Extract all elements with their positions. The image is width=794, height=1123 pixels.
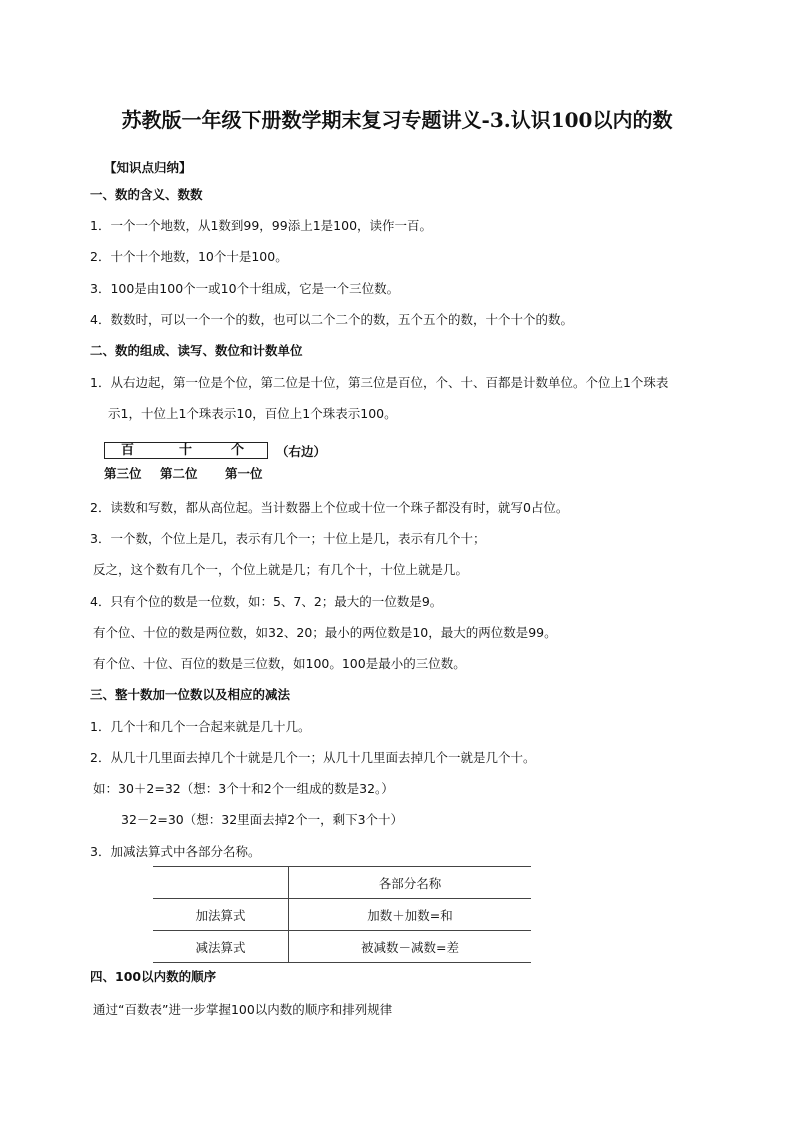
table-header-cell: 各部分名称 <box>289 867 532 899</box>
s3-example-1: 如：30＋2=32（想：3个十和2个一组成的数是32。） <box>93 781 394 796</box>
s1-point-3: 3．100是由100个一或10个十组成，它是一个三位数。 <box>90 281 400 296</box>
s2-point-1-line-2: 示1，十位上1个珠表示10，百位上1个珠表示100。 <box>108 406 397 421</box>
table-cell: 减法算式 <box>153 931 289 963</box>
table-header-row <box>153 867 531 899</box>
section-3-heading: 三、整十数加一位数以及相应的减法 <box>90 687 291 702</box>
parts-name-table <box>153 866 531 963</box>
s3-point-3: 3．加减法算式中各部分名称。 <box>90 844 261 859</box>
s2-point-4-line-2: 有个位、十位的数是两位数，如32、20；最小的两位数是10，最大的两位数是99。 <box>93 625 557 640</box>
label-second-place: 第二位 <box>160 466 198 481</box>
right-side-note: （右边） <box>276 444 327 459</box>
s1-point-2: 2．十个十个地数，10个十是100。 <box>90 249 288 264</box>
section-header: 【知识点归纳】 <box>104 160 192 175</box>
section-1-heading: 一、数的含义、数数 <box>90 187 203 202</box>
place-tens: 十 <box>179 443 193 458</box>
s1-point-4: 4．数数时，可以一个一个的数，也可以二个二个的数，五个五个的数，十个十个的数。 <box>90 312 573 327</box>
label-first-place: 第一位 <box>225 466 263 481</box>
table-cell: 被减数－减数=差 <box>289 931 532 963</box>
s2-point-4-line-1: 4．只有个位的数是一位数，如：5、7、2；最大的一位数是9。 <box>90 594 443 609</box>
table-row <box>153 931 531 963</box>
s2-point-3-line-1: 3．一个数，个位上是几，表示有几个一；十位上是几，表示有几个十； <box>90 531 486 546</box>
s2-point-4-line-3: 有个位、十位、百位的数是三位数，如100。100是最小的三位数。 <box>93 656 466 671</box>
place-ones: 个 <box>231 443 245 458</box>
s3-example-2: 32－2=30（想：32里面去掉2个一，剩下3个十） <box>121 812 404 827</box>
table-header-cell <box>153 867 289 899</box>
s3-point-1: 1．几个十和几个一合起来就是几十几。 <box>90 719 311 734</box>
place-hundreds: 百 <box>121 443 135 458</box>
s2-point-1-line-1: 1．从右边起，第一位是个位，第二位是十位，第三位是百位，个、十、百都是计数单位。个位上1个珠表 <box>90 375 669 390</box>
section-2-heading: 二、数的组成、读写、数位和计数单位 <box>90 343 303 358</box>
s2-point-2: 2．读数和写数，都从高位起。当计数器上个位或十位一个珠子都没有时，就写0占位。 <box>90 500 569 515</box>
s4-point-1: 通过“百数表”进一步掌握100以内数的顺序和排列规律 <box>93 1002 393 1017</box>
table-cell: 加法算式 <box>153 899 289 931</box>
label-third-place: 第三位 <box>104 466 142 481</box>
table-row <box>153 899 531 931</box>
page-title: 苏教版一年级下册数学期末复习专题讲义-3.认识100以内的数 <box>121 108 673 132</box>
s1-point-1: 1．一个一个地数，从1数到99，99添上1是100，读作一百。 <box>90 218 433 233</box>
s2-point-3-line-2: 反之，这个数有几个一，个位上就是几；有几个十，十位上就是几。 <box>93 562 469 577</box>
s3-point-2: 2．从几十几里面去掉几个十就是几个一；从几十几里面去掉几个一就是几个十。 <box>90 750 536 765</box>
section-4-heading: 四、100以内数的顺序 <box>90 969 217 984</box>
table-cell: 加数＋加数=和 <box>289 899 532 931</box>
place-value-box <box>104 442 268 459</box>
